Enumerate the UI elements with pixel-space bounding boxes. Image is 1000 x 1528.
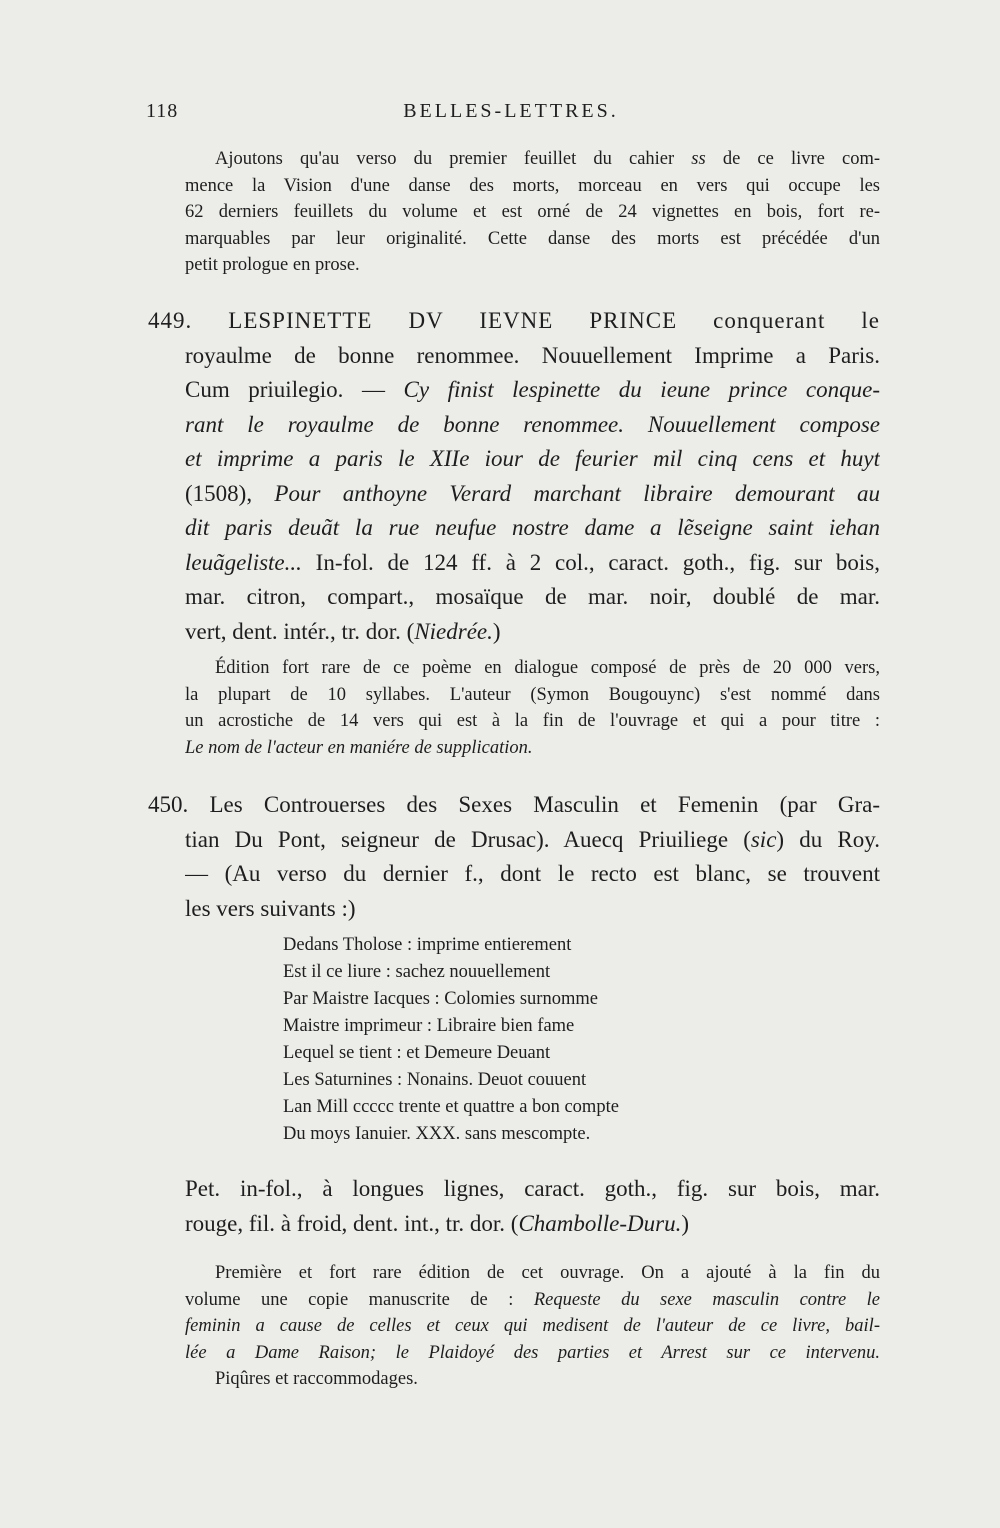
verse-line: Est il ce liure : sachez nouuellement xyxy=(283,962,551,982)
text-line: Ajoutons qu'au verso du premier feuillet du cahier ss de ce livre com- xyxy=(215,149,880,169)
entry-heading: 450. Les Controuerses des Sexes Masculin et Femenin (par Gra- xyxy=(148,792,880,817)
text-line: Cum priuilegio. — Cy finist lespinette du ieune prince conque- xyxy=(185,377,880,402)
verse-line: Maistre imprimeur : Libraire bien fame xyxy=(283,1016,575,1036)
running-title: BELLES-LETTRES. xyxy=(403,100,619,122)
note-line: Première et fort rare édition de cet ouvrage. On a ajouté à la fin du xyxy=(215,1263,880,1283)
entry-450-note xyxy=(185,1260,880,1393)
note-line: feminin a cause de celles et ceux qui medisent de l'auteur de ce livre, bail- xyxy=(185,1316,880,1336)
text-line: — (Au verso du dernier f., dont le recto est blanc, se trouvent xyxy=(185,861,880,886)
text-line: dit paris deuãt la rue neufue nostre dame a lẽseigne saint iehan xyxy=(185,515,880,540)
verse-line: Du moys Ianuier. XXX. sans mescompte. xyxy=(283,1124,591,1144)
verse-line: Dedans Tholose : imprime entierement xyxy=(283,935,572,955)
verse-line: Lequel se tient : et Demeure Deuant xyxy=(283,1043,551,1063)
text-line: royaulme de bonne renommee. Nouuellement Imprime a Paris. xyxy=(185,342,880,368)
text-line: mar. citron, compart., mosaïque de mar. noir, doublé de mar. xyxy=(185,584,880,609)
note-line: un acrostiche de 14 vers qui est à la fin de l'ouvrage et qui a pour titre : xyxy=(185,711,880,731)
entry-450 xyxy=(148,788,880,926)
entry-449 xyxy=(148,304,880,649)
note-line: Piqûres et raccommodages. xyxy=(215,1369,418,1389)
note-line: Édition fort rare de ce poème en dialogue composé de près de 20 000 vers, xyxy=(215,658,880,678)
entry-heading: 449. LESPINETTE DV IEVNE PRINCE conquerant le xyxy=(148,308,880,333)
page-header xyxy=(146,100,876,130)
text-line: vert, dent. intér., tr. dor. (Niedrée.) xyxy=(185,618,501,644)
verse-line: Par Maistre Iacques : Colomies surnomme xyxy=(283,989,598,1009)
text-line: mence la Vision d'une danse des morts, morceau en vers qui occupe les xyxy=(185,175,880,196)
page-number: 118 xyxy=(146,100,179,122)
note-line: la plupart de 10 syllabes. L'auteur (Symon Bougouync) s'est nommé dans xyxy=(185,684,880,705)
intro-paragraph xyxy=(185,146,880,279)
text-line: petit prologue en prose. xyxy=(185,255,360,275)
note-line: volume une copie manuscrite de : Requeste du sexe masculin contre le xyxy=(185,1289,880,1310)
note-line: lée a Dame Raison; le Plaidoyé des parties et Arrest sur ce intervenu. xyxy=(185,1342,880,1363)
text-line: rant le royaulme de bonne renommee. Nouuellement compose xyxy=(185,411,880,437)
text-line: 62 derniers feuillets du volume et est orné de 24 vignettes en bois, fort re- xyxy=(185,202,880,222)
text-line: marquables par leur originalité. Cette danse des morts est précédée d'un xyxy=(185,228,880,249)
entry-450-description xyxy=(185,1172,880,1241)
text-line: les vers suivants :) xyxy=(185,895,356,921)
text-line: rouge, fil. à froid, dent. int., tr. dor. (Chambolle-Duru.) xyxy=(185,1210,690,1236)
text-line: leuãgeliste... In-fol. de 124 ff. à 2 col., caract. goth., fig. sur bois, xyxy=(185,549,880,575)
text-line: et imprime a paris le XIIe iour de feurier mil cinq cens et huyt xyxy=(185,446,880,471)
colophon-verse xyxy=(283,932,843,1148)
text-line: Pet. in-fol., à longues lignes, caract. goth., fig. sur bois, mar. xyxy=(185,1176,880,1201)
text-line: tian Du Pont, seigneur de Drusac). Auecq Priuiliege (sic) du Roy. xyxy=(185,826,880,852)
note-line: Le nom de l'acteur en maniére de supplication. xyxy=(185,737,533,758)
entry-449-note xyxy=(185,655,880,761)
verse-line: Lan Mill ccccc trente et quattre a bon compte xyxy=(283,1097,619,1117)
verse-line: Les Saturnines : Nonains. Deuot couuent xyxy=(283,1070,587,1090)
text-line: (1508), Pour anthoyne Verard marchant libraire demourant au xyxy=(185,480,880,506)
